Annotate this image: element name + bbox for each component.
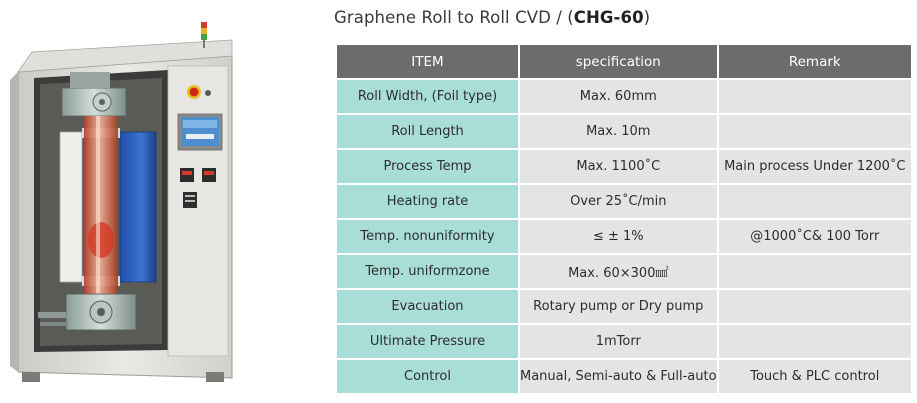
header-specification: specification	[520, 45, 717, 78]
quartz-tube-icon	[84, 116, 118, 296]
remark-cell	[719, 115, 911, 148]
remark-cell: @1000˚C& 100 Torr	[719, 220, 911, 253]
table-row	[337, 255, 911, 288]
spec-cell: Max. 60mm	[520, 80, 717, 113]
table-row	[337, 185, 911, 218]
spec-cell: Max. 10m	[520, 115, 717, 148]
spec-cell: Max. 1100˚C	[520, 150, 717, 183]
spec-cell: 1mTorr	[520, 325, 717, 358]
table-row	[337, 325, 911, 358]
title-suffix: )	[643, 8, 651, 27]
page-title	[334, 8, 650, 27]
item-cell: Process Temp	[337, 150, 518, 183]
table-row	[337, 290, 911, 323]
remark-cell	[719, 80, 911, 113]
item-cell: Roll Width, (Foil type)	[337, 80, 518, 113]
touch-panel-icon	[178, 114, 222, 150]
remark-cell	[719, 255, 911, 288]
item-cell: Heating rate	[337, 185, 518, 218]
specification-table	[335, 43, 913, 395]
spec-cell: Rotary pump or Dry pump	[520, 290, 717, 323]
header-item: ITEM	[337, 45, 518, 78]
item-cell: Temp. nonuniformity	[337, 220, 518, 253]
cvd-machine-illustration	[0, 0, 240, 403]
remark-cell: Main process Under 1200˚C	[719, 150, 911, 183]
header-remark: Remark	[719, 45, 911, 78]
table-row	[337, 80, 911, 113]
table-row	[337, 115, 911, 148]
remark-cell	[719, 290, 911, 323]
table-row	[337, 150, 911, 183]
remark-cell: Touch & PLC control	[719, 360, 911, 393]
spec-cell: Manual, Semi-auto & Full-auto	[520, 360, 717, 393]
table-row	[337, 220, 911, 253]
spec-cell: ≤ ± 1%	[520, 220, 717, 253]
remark-cell	[719, 185, 911, 218]
item-cell: Roll Length	[337, 115, 518, 148]
remark-cell	[719, 325, 911, 358]
item-cell: Control	[337, 360, 518, 393]
table-row	[337, 360, 911, 393]
spec-cell: Max. 60×300㎟	[520, 255, 717, 288]
item-cell: Ultimate Pressure	[337, 325, 518, 358]
item-cell: Temp. uniformzone	[337, 255, 518, 288]
table-header-row	[337, 45, 911, 78]
item-cell: Evacuation	[337, 290, 518, 323]
title-prefix: Graphene Roll to Roll CVD / (	[334, 8, 574, 27]
spec-cell: Over 25˚C/min	[520, 185, 717, 218]
model-name: CHG-60	[573, 8, 644, 27]
